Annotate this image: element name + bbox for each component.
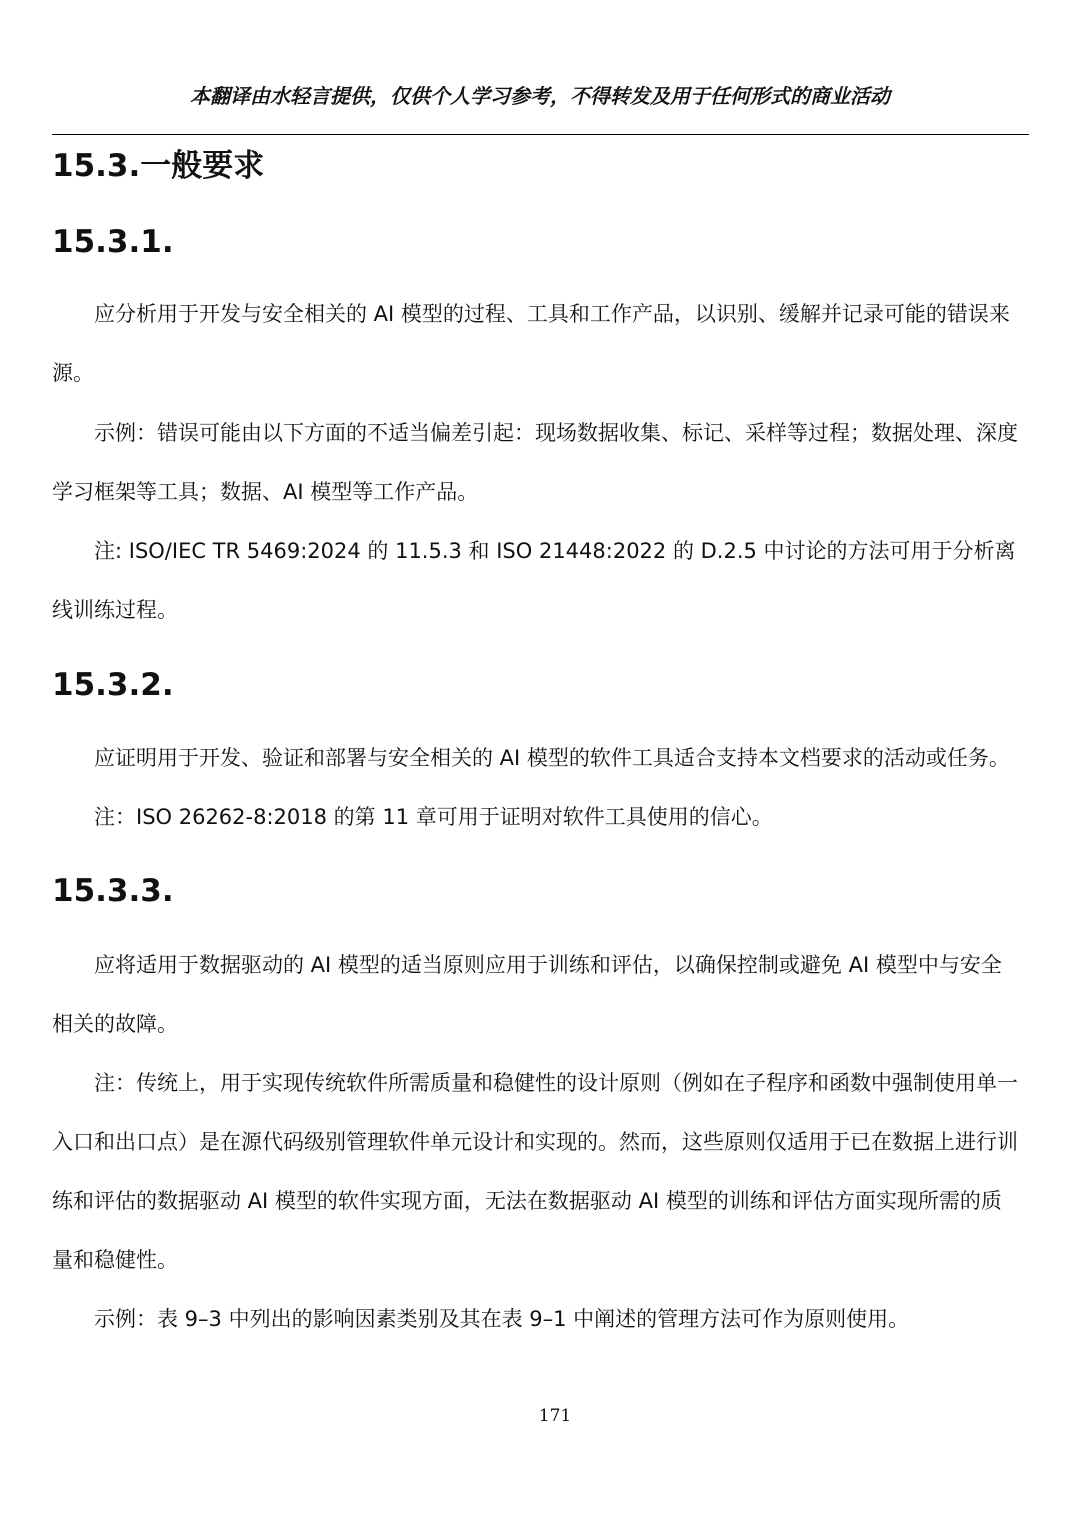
page-number: 171 xyxy=(538,1406,572,1426)
clause-15-3-2-requirement: 应证明用于开发、验证和部署与安全相关的 AI 模型的软件工具适合支持本文档要求的活动或任务。 xyxy=(94,746,1010,770)
clause-15-3-3-requirement: 应将适用于数据驱动的 AI 模型的适当原则应用于训练和评估，以确保控制或避免 AI 模型中与安全相关的故障。 xyxy=(52,953,1002,1036)
clause-15-3-3-note: 注：传统上，用于实现传统软件所需质量和稳健性的设计原则（例如在子程序和函数中强制使用单一入口和出口点）是在源代码级别管理软件单元设计和实现的。然而，这些原则仅适用于已在数据上进行训练和评估的数据驱动 AI 模型的软件实现方面，无法在数据驱动 AI 模型的训练和评估方面实现所需的质量和稳健性。 xyxy=(52,1071,1018,1272)
document-header-note: 本翻译由水轻言提供，仅供个人学习参考，不得转发及用于任何形式的商业活动 xyxy=(190,84,890,108)
clause-heading-15-3-2: 15.3.2. xyxy=(52,667,174,703)
clause-15-3-3-example: 示例：表 9–3 中列出的影响因素类别及其在表 9–1 中阐述的管理方法可作为原则使用。 xyxy=(94,1307,910,1331)
clause-15-3-2-note: 注：ISO 26262-8:2018 的第 11 章可用于证明对软件工具使用的信心。 xyxy=(94,805,773,829)
clause-15-3-1-example: 示例：错误可能由以下方面的不适当偏差引起：现场数据收集、标记、采样等过程；数据处理、深度学习框架等工具；数据、AI 模型等工作产品。 xyxy=(52,421,1018,504)
clause-15-3-1-requirement: 应分析用于开发与安全相关的 AI 模型的过程、工具和工作产品，以识别、缓解并记录可能的错误来源。 xyxy=(52,302,1010,385)
clause-heading-15-3-1: 15.3.1. xyxy=(52,224,174,260)
clause-heading-15-3-3: 15.3.3. xyxy=(52,873,174,909)
clause-15-3-1-note: 注: ISO/IEC TR 5469:2024 的 11.5.3 和 ISO 21448:2022 的 D.2.5 中讨论的方法可用于分析离线训练过程。 xyxy=(52,539,1016,622)
header-divider xyxy=(52,134,1029,135)
section-title: 15.3.一般要求 xyxy=(52,148,265,184)
